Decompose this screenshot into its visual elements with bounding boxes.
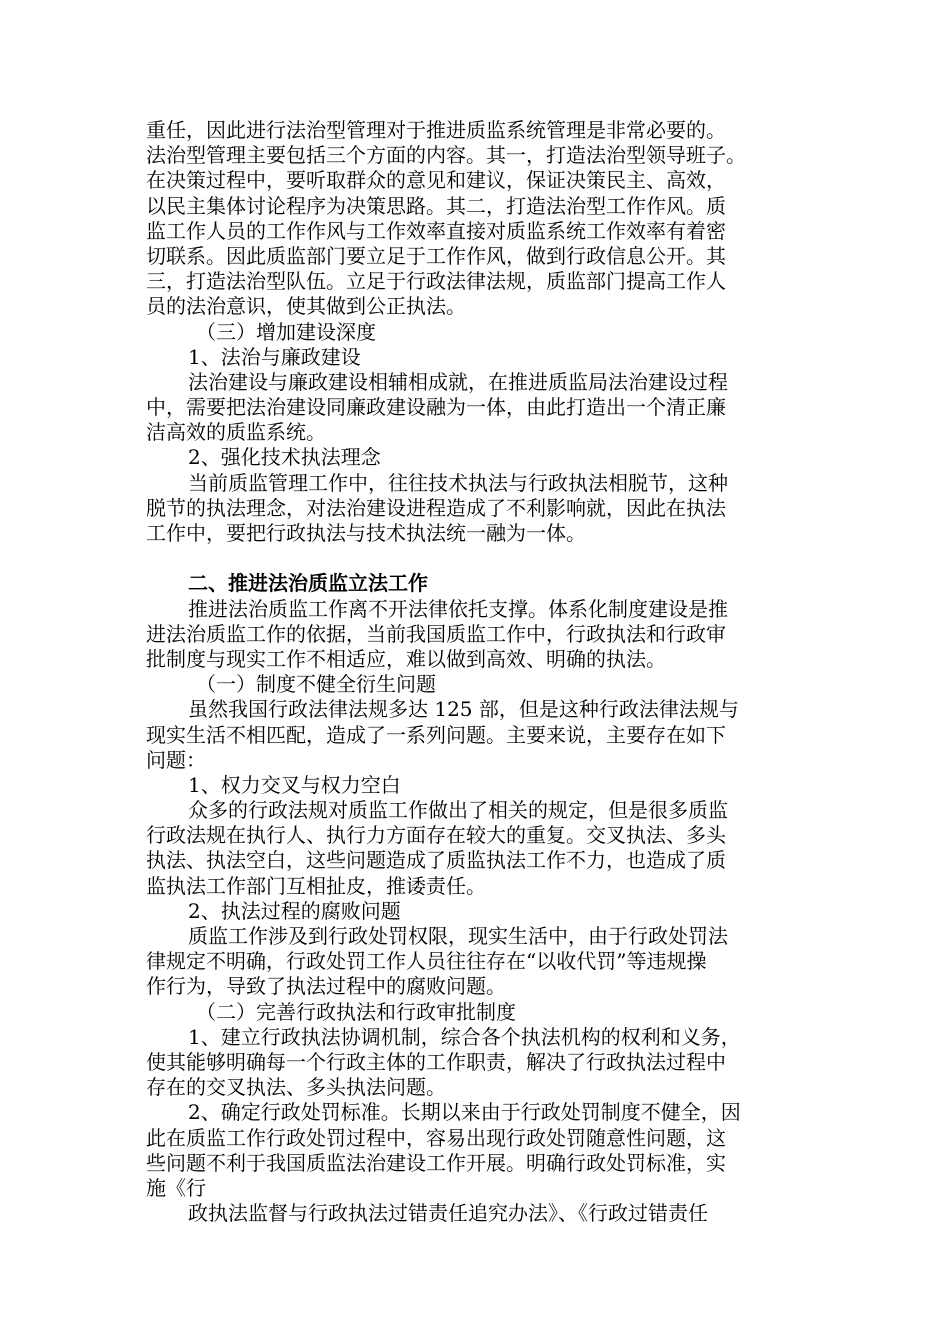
paragraph-line: 2、确定行政处罚标准。长期以来由于行政处罚制度不健全，因 (188, 1100, 741, 1125)
paragraph-line: 监工作人员的工作作风与工作效率直接对质监系统工作效率有着密 (146, 218, 726, 243)
document-body (146, 118, 826, 1226)
paragraph-line: 工作中，要把行政执法与技术执法统一融为一体。 (146, 521, 586, 545)
paragraph-line: 律规定不明确，行政处罚工作人员往往存在“以收代罚”等违规操 (146, 949, 707, 974)
paragraph-line: 切联系。因此质监部门要立足于工作作风，做到行政信息公开。其 (146, 243, 726, 268)
paragraph-line: 在决策过程中，要听取群众的意见和建议，保证决策民主、高效， (146, 168, 726, 193)
paragraph-line: 法治建设与廉政建设相辅相成就，在推进质监局法治建设过程 (188, 369, 728, 394)
paragraph-line: 重任，因此进行法治型管理对于推进质监系统管理是非常必要的。 (146, 118, 726, 142)
paragraph-line: 使其能够明确每一个行政主体的工作职责，解决了行政执法过程中 (146, 1049, 726, 1074)
paragraph-line: 洁高效的质监系统。 (146, 420, 326, 445)
subsection-heading: （二）完善行政执法和行政审批制度 (196, 999, 516, 1024)
paragraph-line: 员的法治意识，使其做到公正执法。 (146, 294, 466, 319)
paragraph-line: 些问题不利于我国质监法治建设工作开展。明确行政处罚标准，实 (146, 1150, 726, 1175)
paragraph-line: 政执法监督与行政执法过错责任追究办法》、《行政过错责任 (188, 1201, 708, 1226)
paragraph-line: 存在的交叉执法、多头执法问题。 (146, 1075, 446, 1100)
paragraph-line: 虽然我国行政法律法规多达 125 部，但是这种行政法律法规与 (188, 697, 739, 722)
paragraph-line: 进法治质监工作的依据，当前我国质监工作中，行政执法和行政审 (146, 621, 726, 646)
item-heading: 2、强化技术执法理念 (188, 445, 381, 470)
paragraph-line: 1、建立行政执法协调机制，综合各个执法机构的权利和义务， (188, 1024, 741, 1049)
paragraph-line: 法治型管理主要包括三个方面的内容。其一，打造法治型领导班子。 (146, 143, 746, 168)
paragraph-line: 质监工作涉及到行政处罚权限，现实生活中，由于行政处罚法 (188, 924, 728, 948)
subsection-heading: （三）增加建设深度 (196, 319, 376, 344)
paragraph-line: 当前质监管理工作中，往往技术执法与行政执法相脱节，这种 (188, 470, 728, 495)
blank-line (146, 546, 826, 571)
item-heading: 2、执法过程的腐败问题 (188, 898, 401, 923)
paragraph-line: 此在质监工作行政处罚过程中，容易出现行政处罚随意性问题，这 (146, 1125, 726, 1150)
paragraph-line: 众多的行政法规对质监工作做出了相关的规定，但是很多质监 (188, 798, 728, 823)
paragraph-line: 批制度与现实工作不相适应，难以做到高效、明确的执法。 (146, 646, 666, 671)
paragraph-line: 脱节的执法理念，对法治建设进程造成了不利影响就，因此在执法 (146, 495, 726, 520)
item-heading: 1、法治与廉政建设 (188, 344, 361, 369)
paragraph-line: 执法、执法空白，这些问题造成了质监执法工作不力，也造成了质 (146, 848, 726, 873)
paragraph-line: 施《行 (146, 1175, 206, 1200)
paragraph-line: 推进法治质监工作离不开法律依托支撑。体系化制度建设是推 (188, 596, 728, 621)
paragraph-line: 监执法工作部门互相扯皮，推诿责任。 (146, 873, 486, 898)
item-heading: 1、权力交叉与权力空白 (188, 772, 401, 797)
paragraph-line: 现实生活不相匹配，造成了一系列问题。主要来说，主要存在如下 (146, 722, 726, 747)
paragraph-line: 行政法规在执行人、执行力方面存在较大的重复。交叉执法、多头 (146, 823, 726, 848)
paragraph-line: 问题： (146, 747, 206, 772)
subsection-heading: （一）制度不健全衍生问题 (196, 672, 436, 697)
paragraph-line: 三，打造法治型队伍。立足于行政法律法规，质监部门提高工作人 (146, 269, 726, 294)
paragraph-line: 作行为，导致了执法过程中的腐败问题。 (146, 974, 506, 999)
section-heading: 二、推进法治质监立法工作 (188, 571, 428, 596)
paragraph-line: 中，需要把法治建设同廉政建设融为一体，由此打造出一个清正廉 (146, 395, 726, 420)
paragraph-line: 以民主集体讨论程序为决策思路。其二，打造法治型工作作风。质 (146, 193, 726, 218)
